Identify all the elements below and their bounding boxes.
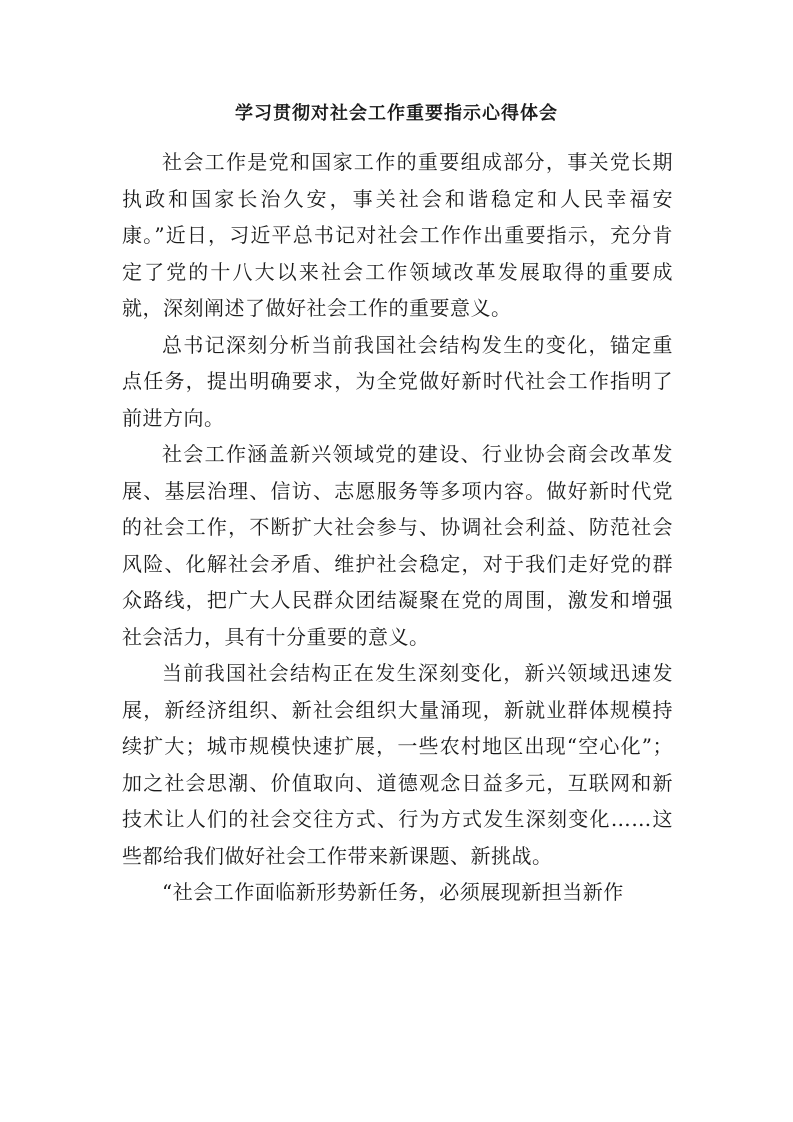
document-body [122, 144, 673, 911]
paragraph-4: 当前我国社会结构正在发生深刻变化，新兴领域迅速发展，新经济组织、新社会组织大量涌现，新就业群体规模持续扩大；城市规模快速扩展，一些农村地区出现“空心化”；加之社会思潮、价值取向、道德观念日益多元，互联网和新技术让人们的社会交往方式、行为方式发生深刻变化……这些都给我们做好社会工作带来新课题、新挑战。 [122, 661, 673, 868]
document-title: 学习贯彻对社会工作重要指示心得体会 [235, 103, 558, 124]
paragraph-3: 社会工作涵盖新兴领域党的建设、行业协会商会改革发展、基层治理、信访、志愿服务等多项内容。做好新时代党的社会工作，不断扩大社会参与、协调社会利益、防范社会风险、化解社会矛盾、维护社会稳定，对于我们走好党的群众路线，把广大人民群众团结凝聚在党的周围，激发和增强社会活力，具有十分重要的意义。 [122, 442, 673, 649]
paragraph-2: 总书记深刻分析当前我国社会结构发生的变化，锚定重点任务，提出明确要求，为全党做好新时代社会工作指明了前进方向。 [122, 332, 673, 430]
paragraph-1: 社会工作是党和国家工作的重要组成部分，事关党长期执政和国家长治久安，事关社会和谐稳定和人民幸福安康。”近日，习近平总书记对社会工作作出重要指示，充分肯定了党的十八大以来社会工作领域改革发展取得的重要成就，深刻阐述了做好社会工作的重要意义。 [122, 150, 673, 320]
paragraph-5: “社会工作面临新形势新任务，必须展现新担当新作 [162, 880, 624, 904]
